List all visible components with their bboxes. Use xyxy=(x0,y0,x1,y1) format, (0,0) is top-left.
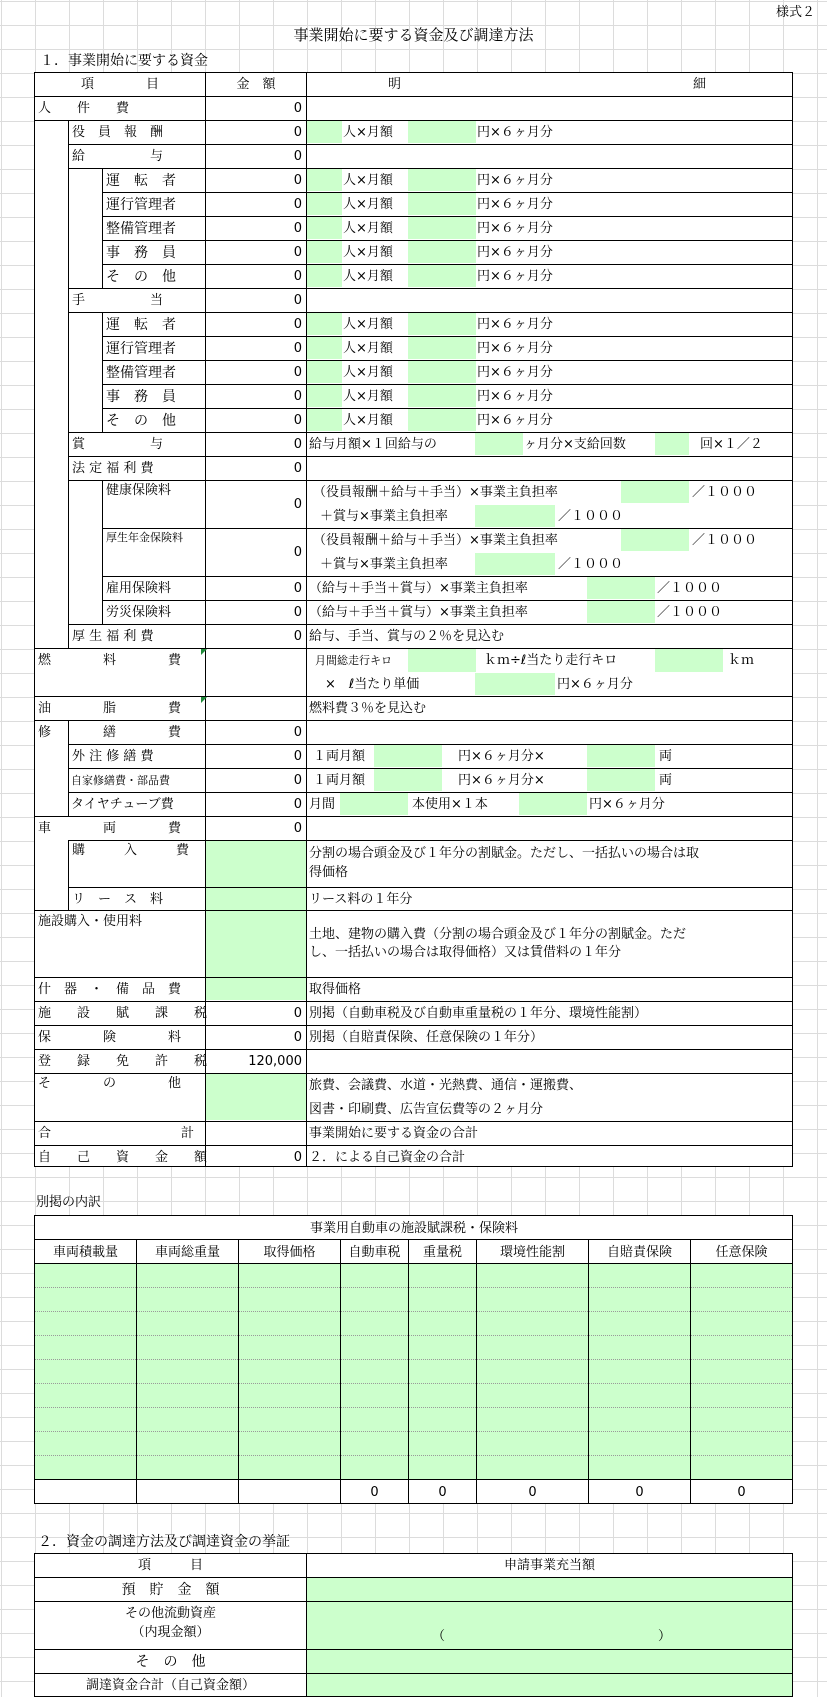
breakdown-col-header: 環境性能割 xyxy=(499,1245,565,1260)
repair-out-detail-b: 円×６ヶ月分× xyxy=(458,749,545,764)
col-header-amount: 金 額 xyxy=(236,77,276,92)
col-header-detail-end: 細 xyxy=(693,77,707,92)
breakdown-col-header: 取得価格 xyxy=(263,1245,316,1260)
officer-label: 役 員 報 酬 xyxy=(72,125,164,140)
personnel-amount: 0 xyxy=(293,101,302,116)
repair-self-label: 自家修繕費・部品費 xyxy=(71,774,170,787)
facility-tax-detail: 別掲（自動車税及び自動車重量税の１年分、環境性能割） xyxy=(309,1006,648,1021)
allowance-row-amount: 0 xyxy=(293,317,302,332)
employment-label: 雇用保険料 xyxy=(106,581,172,596)
deposit-label: 預 貯 金 額 xyxy=(121,1582,220,1598)
breakdown-caption: 事業用自動車の施設賦課税・保険料 xyxy=(309,1221,518,1236)
salary-row-amount: 0 xyxy=(293,221,302,236)
personnel-label: 人 件 費 xyxy=(38,101,130,116)
purchase-detail-1: 分割の場合頭金及び１年分の割賦金。ただし、一括払いの場合は取 xyxy=(309,846,700,861)
allowance-row-amount: 0 xyxy=(293,389,302,404)
fuel-detail-a: 月間総走行キロ xyxy=(315,654,392,667)
salary-row-detail-a: 人×月額 xyxy=(343,173,393,188)
salary-row-detail-b: 円×６ヶ月分 xyxy=(477,197,553,212)
own-funds-detail: ２．による自己資金の合計 xyxy=(309,1150,466,1165)
salary-row-detail-a: 人×月額 xyxy=(343,269,393,284)
allowance-row-detail-b: 円×６ヶ月分 xyxy=(477,341,553,356)
breakdown-col-header: 車両積載量 xyxy=(52,1245,118,1260)
comment-marker-icon xyxy=(201,697,207,703)
paren-open: （ xyxy=(432,1629,446,1644)
accident-label: 労災保険料 xyxy=(106,605,172,620)
breakdown-col-header: 自動車税 xyxy=(348,1245,401,1260)
comment-marker-icon xyxy=(201,649,207,655)
vehicle-amount: 0 xyxy=(293,821,302,836)
pension-line1-end: ／１０００ xyxy=(692,533,758,548)
allowance-row-amount: 0 xyxy=(293,365,302,380)
allowance-row-detail-a: 人×月額 xyxy=(343,389,393,404)
allowance-row-detail-b: 円×６ヶ月分 xyxy=(477,389,553,404)
breakdown-total: 0 xyxy=(370,1485,379,1500)
officer-amount: 0 xyxy=(293,125,302,140)
pension-label: 厚生年金保険料 xyxy=(106,531,183,544)
breakdown-total: 0 xyxy=(737,1485,746,1500)
salary-row-label: 運 転 者 xyxy=(106,173,176,189)
page-title: 事業開始に要する資金及び調達方法 xyxy=(293,26,534,44)
allowance-row-label: 整備管理者 xyxy=(106,365,176,381)
allowance-row-detail-a: 人×月額 xyxy=(343,341,393,356)
fixtures-label: 什 器 ・ 備 品 費 xyxy=(38,982,182,997)
total-detail: 事業開始に要する資金の合計 xyxy=(309,1126,479,1141)
lease-label: リ ー ス 料 xyxy=(72,892,164,907)
repair-out-label: 外 注 修 繕 費 xyxy=(72,749,154,764)
repair-amount: 0 xyxy=(293,725,302,740)
fuel-detail-d: × ℓ当たり単価 xyxy=(325,677,420,692)
allowance-amount: 0 xyxy=(293,293,302,308)
welfare-detail: 給与、手当、賞与の２％を見込む xyxy=(309,629,505,644)
breakdown-col-header: 任意保険 xyxy=(715,1245,768,1260)
repair-out-detail-a: １両月額 xyxy=(313,749,366,764)
allowance-row-detail-a: 人×月額 xyxy=(343,413,393,428)
salary-label: 給 与 xyxy=(72,149,164,164)
oil-detail: 燃料費３％を見込む xyxy=(309,701,427,716)
tire-amount: 0 xyxy=(293,797,302,812)
section2-heading: ２．資金の調達方法及び調達資金の挙証 xyxy=(38,1534,290,1550)
facility-tax-label: 施 設 賦 課 税 xyxy=(38,1006,208,1021)
facility-detail-1: 土地、建物の購入費（分割の場合頭金及び１年分の割賦金。ただ xyxy=(309,927,687,942)
allowance-row-amount: 0 xyxy=(293,413,302,428)
salary-row-detail-b: 円×６ヶ月分 xyxy=(477,269,553,284)
funding-other-label: そ の 他 xyxy=(135,1654,206,1670)
bonus-amount: 0 xyxy=(293,437,302,452)
col-header-item: 項 目 xyxy=(80,77,159,92)
insurance-detail: 別掲（自賠責保険、任意保険の１年分） xyxy=(309,1030,544,1045)
fuel-label: 燃 料 費 xyxy=(38,653,182,668)
insurance-label: 保 険 料 xyxy=(38,1030,182,1045)
health-label: 健康保険料 xyxy=(106,483,172,498)
employment-amount: 0 xyxy=(293,581,302,596)
breakdown-col-header: 重量税 xyxy=(422,1245,462,1260)
salary-row-label: 事 務 員 xyxy=(106,245,176,261)
health-line2-end: ／１０００ xyxy=(558,509,624,524)
funding-col-amount: 申請事業充当額 xyxy=(503,1558,595,1573)
salary-row-amount: 0 xyxy=(293,245,302,260)
bonus-detail-b: ヶ月分×支給回数 xyxy=(524,437,626,452)
col-header-detail: 明 xyxy=(388,77,402,92)
accident-amount: 0 xyxy=(293,605,302,620)
legal-welfare-amount: 0 xyxy=(293,461,302,476)
funding-total-label: 調達資金合計（自己資金額） xyxy=(85,1678,255,1693)
repair-out-amount: 0 xyxy=(293,749,302,764)
salary-row-label: そ の 他 xyxy=(106,269,176,285)
facility-tax-amount: 0 xyxy=(293,1006,302,1021)
facility-label: 施設購入・使用料 xyxy=(38,914,143,929)
repair-label: 修 繕 費 xyxy=(38,725,182,740)
allowance-row-detail-a: 人×月額 xyxy=(343,317,393,332)
allowance-row-detail-b: 円×６ヶ月分 xyxy=(477,317,553,332)
salary-row-detail-b: 円×６ヶ月分 xyxy=(477,173,553,188)
breakdown-total: 0 xyxy=(528,1485,537,1500)
fuel-detail-c: ｋｍ xyxy=(728,653,755,668)
own-funds-amount: 0 xyxy=(293,1150,302,1165)
health-amount: 0 xyxy=(293,497,302,512)
allowance-row-detail-a: 人×月額 xyxy=(343,365,393,380)
oil-label: 油 脂 費 xyxy=(38,701,182,716)
total-label: 合 計 xyxy=(38,1126,195,1141)
salary-row-amount: 0 xyxy=(293,173,302,188)
repair-self-amount: 0 xyxy=(293,773,302,788)
officer-detail-a: 人×月額 xyxy=(343,125,393,140)
bonus-detail-c: 回×１／２ xyxy=(700,437,763,452)
other-detail-1: 旅費、会議費、水道・光熱費、通信・運搬費、 xyxy=(309,1078,583,1093)
paren-close: ） xyxy=(658,1629,672,1644)
employment-detail-a: （給与＋手当＋賞与）×事業主負担率 xyxy=(309,581,528,596)
health-line1-end: ／１０００ xyxy=(692,485,758,500)
salary-row-label: 整備管理者 xyxy=(106,221,176,237)
pension-amount: 0 xyxy=(293,545,302,560)
salary-row-detail-a: 人×月額 xyxy=(343,221,393,236)
tire-detail-a: 月間 xyxy=(309,797,336,812)
tire-label: タイヤチューブ費 xyxy=(71,797,174,812)
pension-line2-end: ／１０００ xyxy=(558,557,624,572)
pension-line2: ＋賞与×事業主負担率 xyxy=(320,557,448,572)
breakdown-total: 0 xyxy=(438,1485,447,1500)
bonus-label: 賞 与 xyxy=(72,437,164,452)
allowance-row-label: 運行管理者 xyxy=(106,341,176,357)
facility-detail-2: し、一括払いの場合は取得価格）又は賃借料の１年分 xyxy=(309,945,622,960)
lease-detail: リース料の１年分 xyxy=(309,892,413,907)
legal-welfare-label: 法 定 福 利 費 xyxy=(72,461,154,476)
repair-self-detail-a: １両月額 xyxy=(313,773,366,788)
employment-detail-b: ／１０００ xyxy=(657,581,723,596)
fuel-detail-b: ｋｍ÷ℓ当たり走行キロ xyxy=(484,653,618,668)
repair-self-detail-c: 両 xyxy=(659,773,673,788)
allowance-label: 手 当 xyxy=(72,293,164,308)
salary-row-detail-b: 円×６ヶ月分 xyxy=(477,245,553,260)
repair-out-detail-c: 両 xyxy=(659,749,673,764)
vehicle-label: 車 両 費 xyxy=(38,821,182,836)
breakdown-total: 0 xyxy=(635,1485,644,1500)
breakdown-col-header: 車両総重量 xyxy=(154,1245,220,1260)
purchase-label: 購 入 費 xyxy=(72,843,190,858)
tire-detail-b: 本使用×１本 xyxy=(412,797,488,812)
allowance-row-label: 事 務 員 xyxy=(106,389,176,405)
section1-heading: １．事業開始に要する資金 xyxy=(40,53,208,69)
allowance-row-detail-b: 円×６ヶ月分 xyxy=(477,365,553,380)
breakdown-col-header: 自賠責保険 xyxy=(606,1245,672,1260)
accident-detail-a: （給与＋手当＋賞与）×事業主負担率 xyxy=(309,605,528,620)
funding-col-item: 項 目 xyxy=(137,1558,203,1573)
registration-label: 登 録 免 許 税 xyxy=(38,1054,208,1069)
accident-detail-b: ／１０００ xyxy=(657,605,723,620)
salary-row-detail-a: 人×月額 xyxy=(343,245,393,260)
repair-self-detail-b: 円×６ヶ月分× xyxy=(458,773,545,788)
health-line2: ＋賞与×事業主負担率 xyxy=(320,509,448,524)
salary-row-label: 運行管理者 xyxy=(106,197,176,213)
fuel-detail-e: 円×６ヶ月分 xyxy=(557,677,633,692)
bonus-detail-a: 給与月額×１回給与の xyxy=(309,437,437,452)
salary-row-detail-b: 円×６ヶ月分 xyxy=(477,221,553,236)
other-detail-2: 図書・印刷費、広告宣伝費等の２ヶ月分 xyxy=(309,1102,544,1117)
insurance-amount: 0 xyxy=(293,1030,302,1045)
other-current-assets-label: その他流動資産 xyxy=(124,1606,216,1621)
form-id: 様式２ xyxy=(776,5,816,20)
salary-row-amount: 0 xyxy=(293,269,302,284)
salary-row-amount: 0 xyxy=(293,197,302,212)
allowance-row-amount: 0 xyxy=(293,341,302,356)
cash-within-label: （内現金額） xyxy=(131,1625,210,1640)
salary-amount: 0 xyxy=(293,149,302,164)
health-line1: （役員報酬＋給与＋手当）×事業主負担率 xyxy=(313,485,558,500)
allowance-row-detail-b: 円×６ヶ月分 xyxy=(477,413,553,428)
pension-line1: （役員報酬＋給与＋手当）×事業主負担率 xyxy=(313,533,558,548)
other-label: そ の 他 xyxy=(38,1076,182,1091)
allowance-row-label: 運 転 者 xyxy=(106,317,176,333)
tire-detail-c: 円×６ヶ月分 xyxy=(589,797,665,812)
welfare-amount: 0 xyxy=(293,629,302,644)
registration-amount: 120,000 xyxy=(248,1054,302,1069)
officer-detail-b: 円×６ヶ月分 xyxy=(477,125,553,140)
allowance-row-label: そ の 他 xyxy=(106,413,176,429)
fixtures-detail: 取得価格 xyxy=(309,982,362,997)
breakdown-heading: 別掲の内訳 xyxy=(36,1195,102,1210)
welfare-label: 厚 生 福 利 費 xyxy=(72,629,154,644)
salary-row-detail-a: 人×月額 xyxy=(343,197,393,212)
purchase-detail-2: 得価格 xyxy=(309,865,349,880)
own-funds-label: 自 己 資 金 額 xyxy=(38,1150,208,1165)
